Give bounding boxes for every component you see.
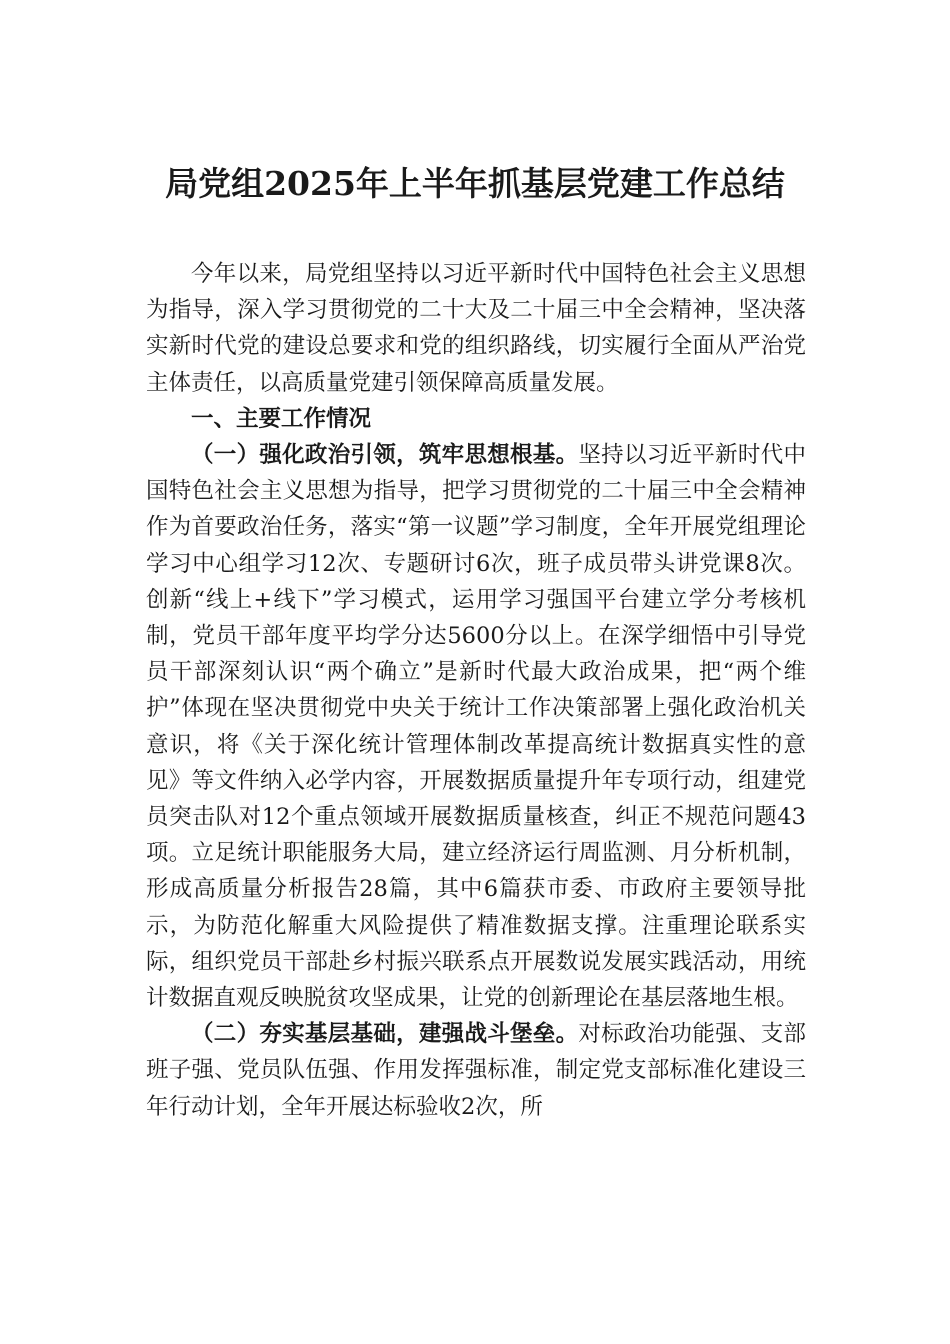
document-title: 局党组2025年上半年抓基层党建工作总结: [165, 164, 785, 203]
item-1-text: 坚持以习近平新时代中国特色社会主义思想为指导，把学习贯彻党的二十届三中全会精神作为首要政治任务，落实“第一议题”学习制度，全年开展党组理论学习中心组学习12次、专题研讨6次，班子成员带头讲党课8次。创新“线上+线下”学习模式，运用学习强国平台建立学分考核机制，党员干部年度平均学分达5600分以上。在深学细悟中引导党员干部深刻认识“两个确立”是新时代最大政治成果，把“两个维护”体现在坚决贯彻党中央关于统计工作决策部署上强化政治机关意识，将《关于深化统计管理体制改革提高统计数据真实性的意见》等文件纳入必学内容，开展数据质量提升年专项行动，组建党员突击队对12个重点领域开展数据质量核查，纠正不规范问题43项。立足统计职能服务大局，建立经济运行周监测、月分析机制，形成高质量分析报告28篇，其中6篇获市委、市政府主要领导批示，为防范化解重大风险提供了精准数据支撑。注重理论联系实际，组织党员干部赴乡村振兴联系点开展数说发展实践活动，用统计数据直观反映脱贫攻坚成果，让党的创新理论在基层落地生根。: [146, 442, 806, 1012]
item-1-heading: （一）强化政治引领，筑牢思想根基。: [191, 442, 579, 469]
intro-paragraph: 今年以来，局党组坚持以习近平新时代中国特色社会主义思想为指导，深入学习贯彻党的二十大及二十届三中全会精神，坚决落实新时代党的建设总要求和党的组织路线，切实履行全面从严治党主体责任，以高质量党建引领保障高质量发展。: [146, 261, 806, 396]
item-2-text: 对标政治功能强、支部班子强、党员队伍强、作用发挥强标准，制定党支部标准化建设三年行动计划，全年开展达标验收2次，所: [146, 1021, 806, 1120]
item-1-paragraph: [146, 437, 806, 1016]
document-body: [146, 256, 806, 1125]
item-2-paragraph: [146, 1016, 806, 1125]
item-2-heading: （二）夯实基层基础，建强战斗堡垒。: [191, 1021, 579, 1048]
section-heading-main-work: 一、主要工作情况: [191, 405, 372, 432]
